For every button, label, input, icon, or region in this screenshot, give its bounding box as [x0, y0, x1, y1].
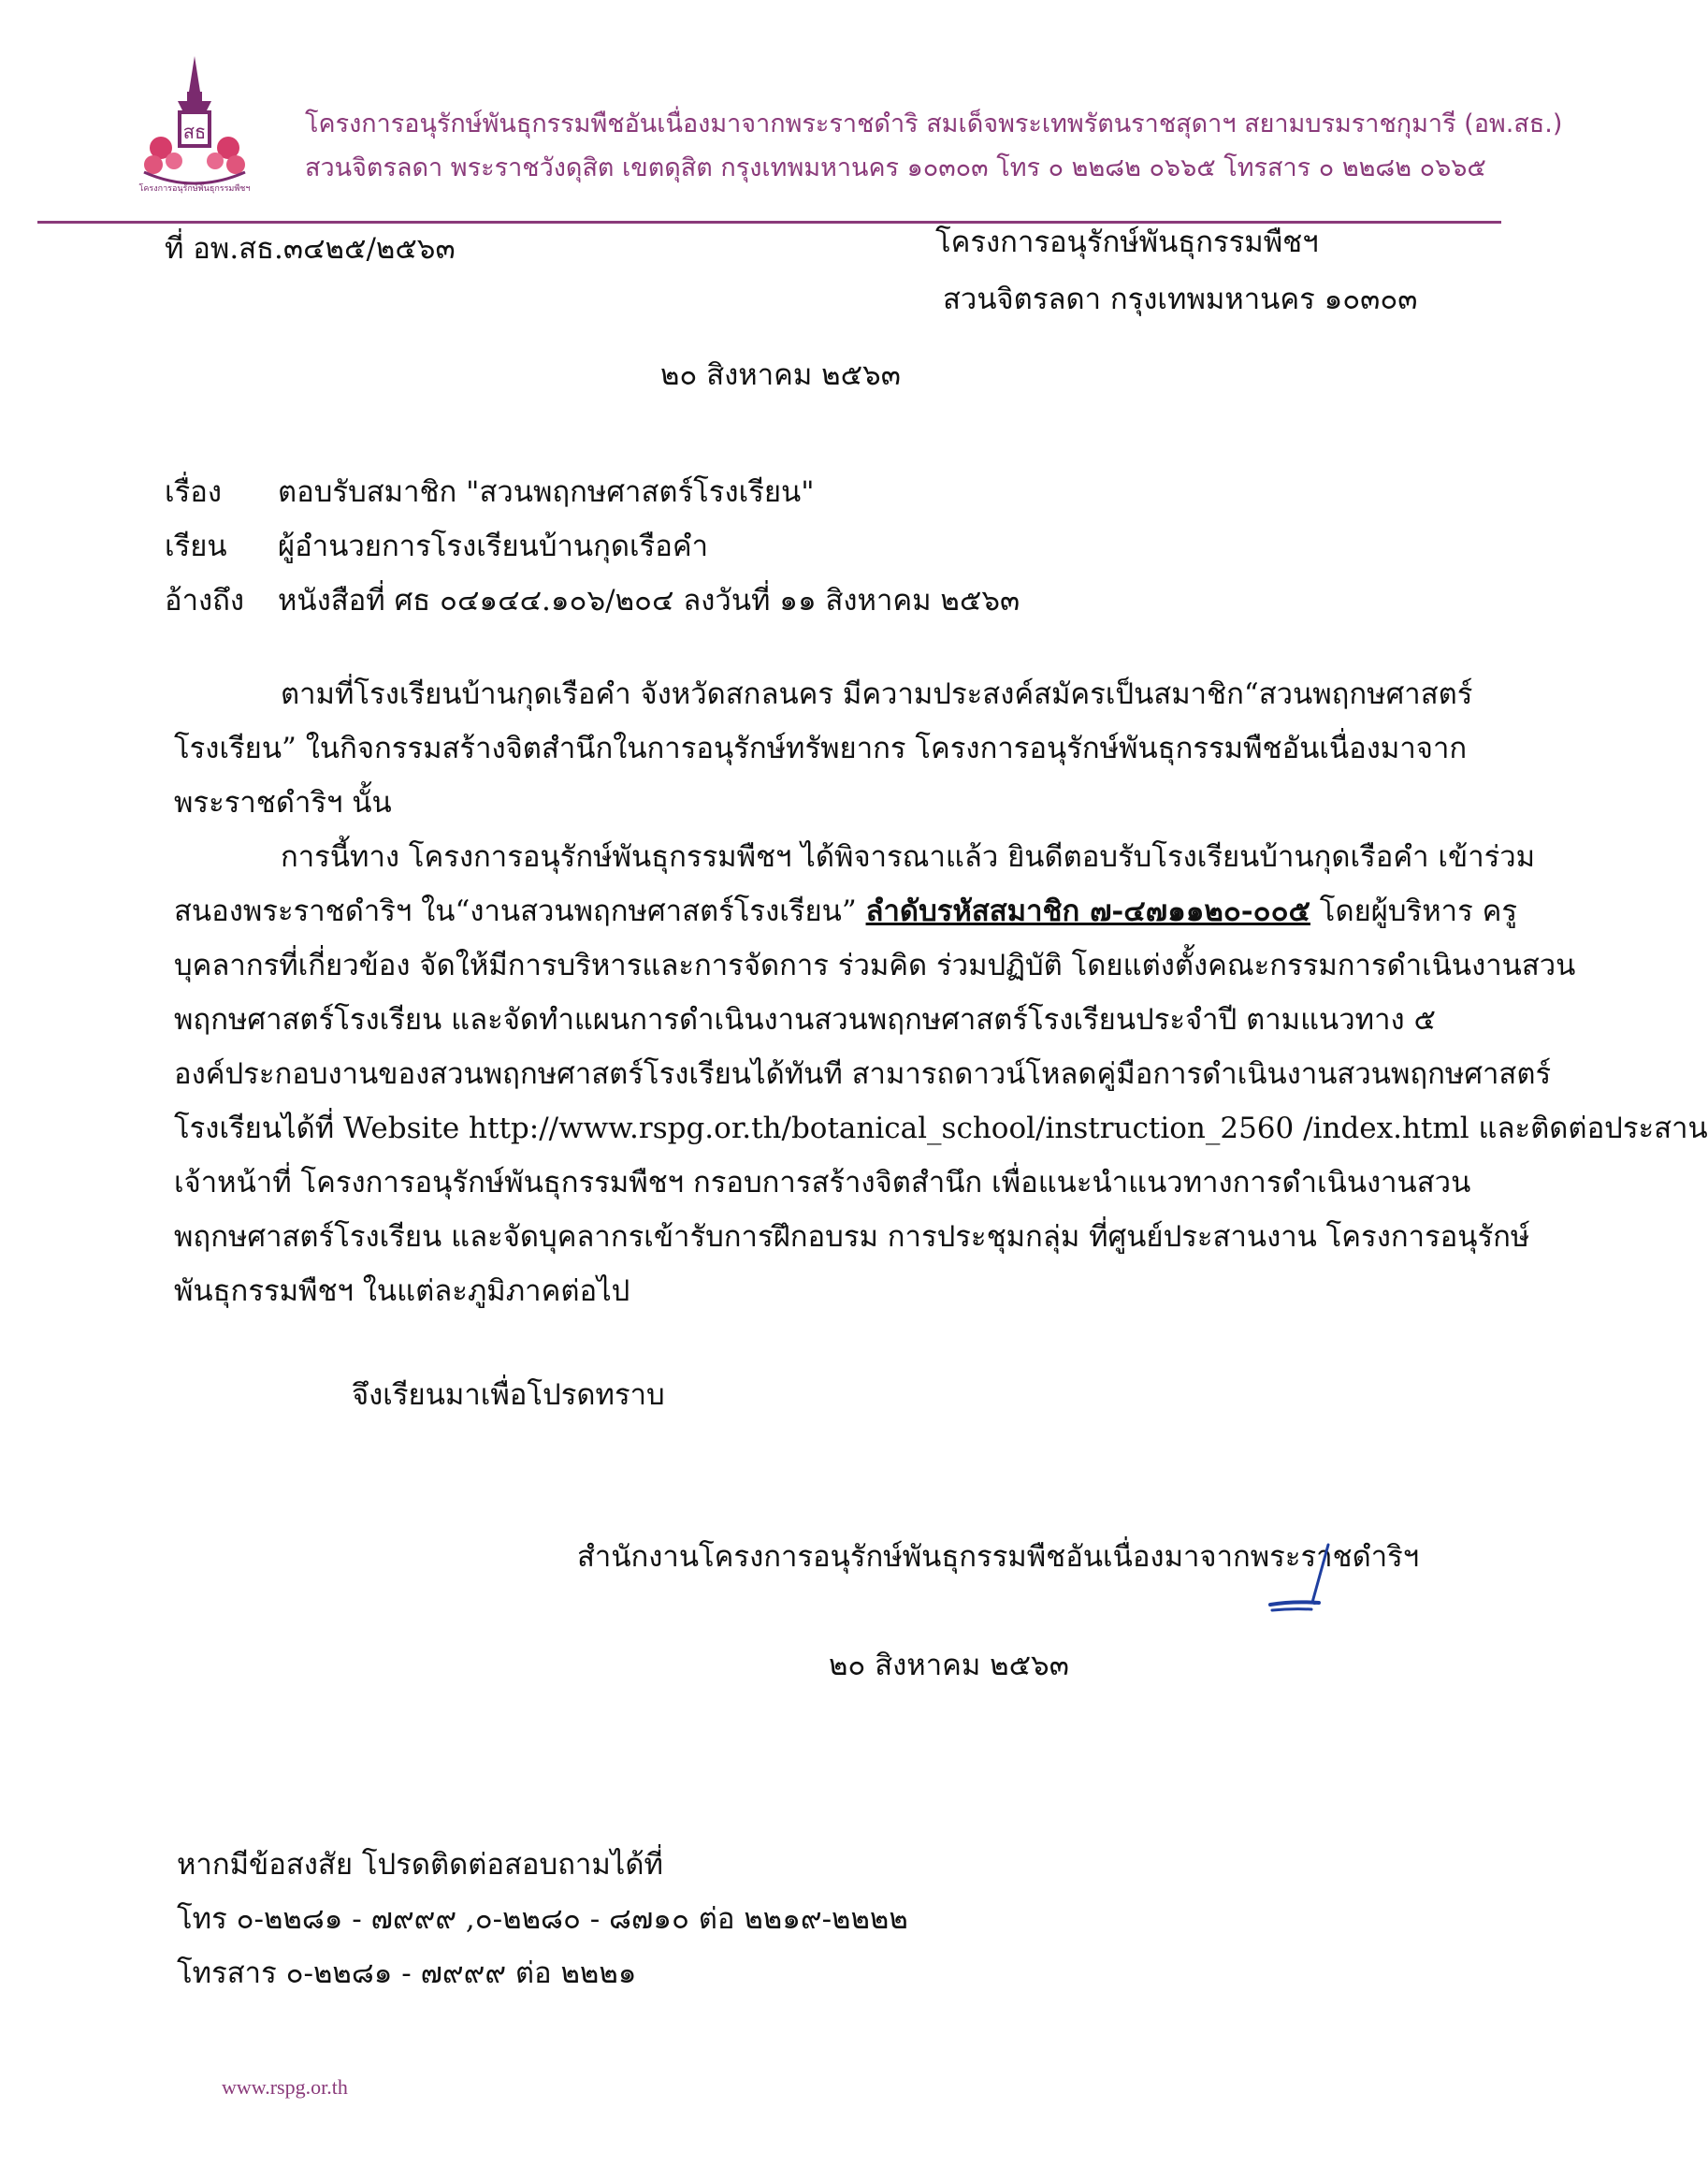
paragraph-2-line: องค์ประกอบงานของสวนพฤกษศาสตร์โรงเรียนได้ทันที สามารถดาวน์โหลดคู่มือการดำเนินงานสวนพฤกษศาสตร์ — [174, 1057, 1552, 1091]
letterhead-address: สวนจิตรลดา พระราชวังดุสิต เขตดุสิต กรุงเทพมหานคร ๑๐๓๐๓ โทร ๐ ๒๒๘๒ ๐๖๖๕ โทรสาร ๐ ๒๒๘๒ ๐๖๖๕ — [305, 153, 1486, 182]
subject-label: เรื่อง — [165, 475, 223, 509]
paragraph-2-text: โดยผู้บริหาร ครู — [1310, 894, 1517, 928]
paragraph-1-line: ตามที่โรงเรียนบ้านกุดเรือคำ จังหวัดสกลนคร มีความประสงค์สมัครเป็นสมาชิก“สวนพฤกษศาสตร์ — [281, 677, 1473, 711]
letterhead-title: โครงการอนุรักษ์พันธุกรรมพืชอันเนื่องมาจากพระราชดำริ สมเด็จพระเทพรัตนราชสุดาฯ สยามบรมราชกุมารี (อพ.สธ.) — [305, 109, 1563, 138]
letterhead-divider — [37, 221, 1501, 224]
paragraph-1-line: พระราชดำริฯ นั้น — [174, 786, 392, 820]
closing-phrase: จึงเรียนมาเพื่อโปรดทราบ — [352, 1378, 665, 1412]
rspg-emblem-icon — [140, 54, 249, 196]
signature-date: ๒๐ สิงหาคม ๒๕๖๓ — [829, 1649, 1069, 1682]
paragraph-2-line: พฤกษศาสตร์โรงเรียน และจัดทำแผนการดำเนินงานสวนพฤกษศาสตร์โรงเรียนประจำปี ตามแนวทาง ๕ — [174, 1003, 1436, 1037]
svg-text:สธ: สธ — [182, 121, 207, 143]
signature-mark-icon — [1265, 1539, 1339, 1623]
paragraph-1-line: โรงเรียน” ในกิจกรรมสร้างจิตสำนึกในการอนุรักษ์ทรัพยากร โครงการอนุรักษ์พันธุกรรมพืชอันเนื่องมาจาก — [174, 732, 1468, 765]
sender-name: โครงการอนุรักษ์พันธุกรรมพืชฯ — [935, 225, 1319, 259]
paragraph-2-line: การนี้ทาง โครงการอนุรักษ์พันธุกรรมพืชฯ ได้พิจารณาแล้ว ยินดีตอบรับโรงเรียนบ้านกุดเรือคำ เข้าร่วม — [281, 840, 1536, 874]
contact-heading: หากมีข้อสงสัย โปรดติดต่อสอบถามได้ที่ — [177, 1848, 663, 1882]
contact-fax: โทรสาร ๐-๒๒๘๑ - ๗๙๙๙ ต่อ ๒๒๒๑ — [177, 1956, 637, 1990]
footer-website: www.rspg.or.th — [222, 2075, 348, 2099]
subject-value: ตอบรับสมาชิก "สวนพฤกษศาสตร์โรงเรียน" — [278, 475, 815, 509]
paragraph-2-line-website: โรงเรียนได้ที่ Website http://www.rspg.or.th/botanical_school/instruction_2560 /index.html และติดต่อประสาน — [174, 1112, 1708, 1145]
paragraph-2-line: พฤกษศาสตร์โรงเรียน และจัดบุคลากรเข้ารับการฝึกอบรม การประชุมกลุ่ม ที่ศูนย์ประสานงาน โครงการอนุรักษ์ — [174, 1220, 1530, 1254]
reference-label: อ้างถึง — [165, 584, 245, 618]
member-code: ลำดับรหัสสมาชิก ๗-๔๗๑๑๒๐-๐๐๕ — [865, 894, 1310, 928]
paragraph-2-line-membership — [174, 887, 1517, 934]
paragraph-2-line: พันธุกรรมพืชฯ ในแต่ละภูมิภาคต่อไป — [174, 1274, 630, 1308]
paragraph-2-line: บุคลากรที่เกี่ยวข้อง จัดให้มีการบริหารและการจัดการ ร่วมคิด ร่วมปฏิบัติ โดยแต่งตั้งคณะกรรมการดำเนินงานสวน — [174, 949, 1576, 982]
reference-value: หนังสือที่ ศธ ๐๔๑๔๔.๑๐๖/๒๐๔ ลงวันที่ ๑๑ สิงหาคม ๒๕๖๓ — [278, 584, 1020, 618]
document-date: ๒๐ สิงหาคม ๒๕๖๓ — [660, 358, 901, 392]
svg-text:โครงการอนุรักษ์พันธุกรรมพืชฯ: โครงการอนุรักษ์พันธุกรรมพืชฯ — [138, 184, 251, 194]
paragraph-2-line: เจ้าหน้าที่ โครงการอนุรักษ์พันธุกรรมพืชฯ กรอบการสร้างจิตสำนึก เพื่อแนะนำแนวทางการดำเนินงานสวน — [174, 1166, 1471, 1200]
signature-office: สำนักงานโครงการอนุรักษ์พันธุกรรมพืชอันเนื่องมาจากพระราชดำริฯ — [577, 1540, 1420, 1574]
recipient-value: ผู้อำนวยการโรงเรียนบ้านกุดเรือคำ — [278, 530, 709, 563]
sender-address: สวนจิตรลดา กรุงเทพมหานคร ๑๐๓๐๓ — [943, 283, 1418, 316]
document-number: ที่ อพ.สธ.๓๔๒๕/๒๕๖๓ — [165, 232, 456, 266]
recipient-label: เรียน — [165, 530, 227, 563]
contact-phone: โทร ๐-๒๒๘๑ - ๗๙๙๙ ,๐-๒๒๘๐ - ๘๗๑๐ ต่อ ๒๒๑๙-๒๒๒๒ — [177, 1902, 908, 1936]
paragraph-2-text: สนองพระราชดำริฯ ใน“งานสวนพฤกษศาสตร์โรงเรียน” — [174, 894, 866, 928]
